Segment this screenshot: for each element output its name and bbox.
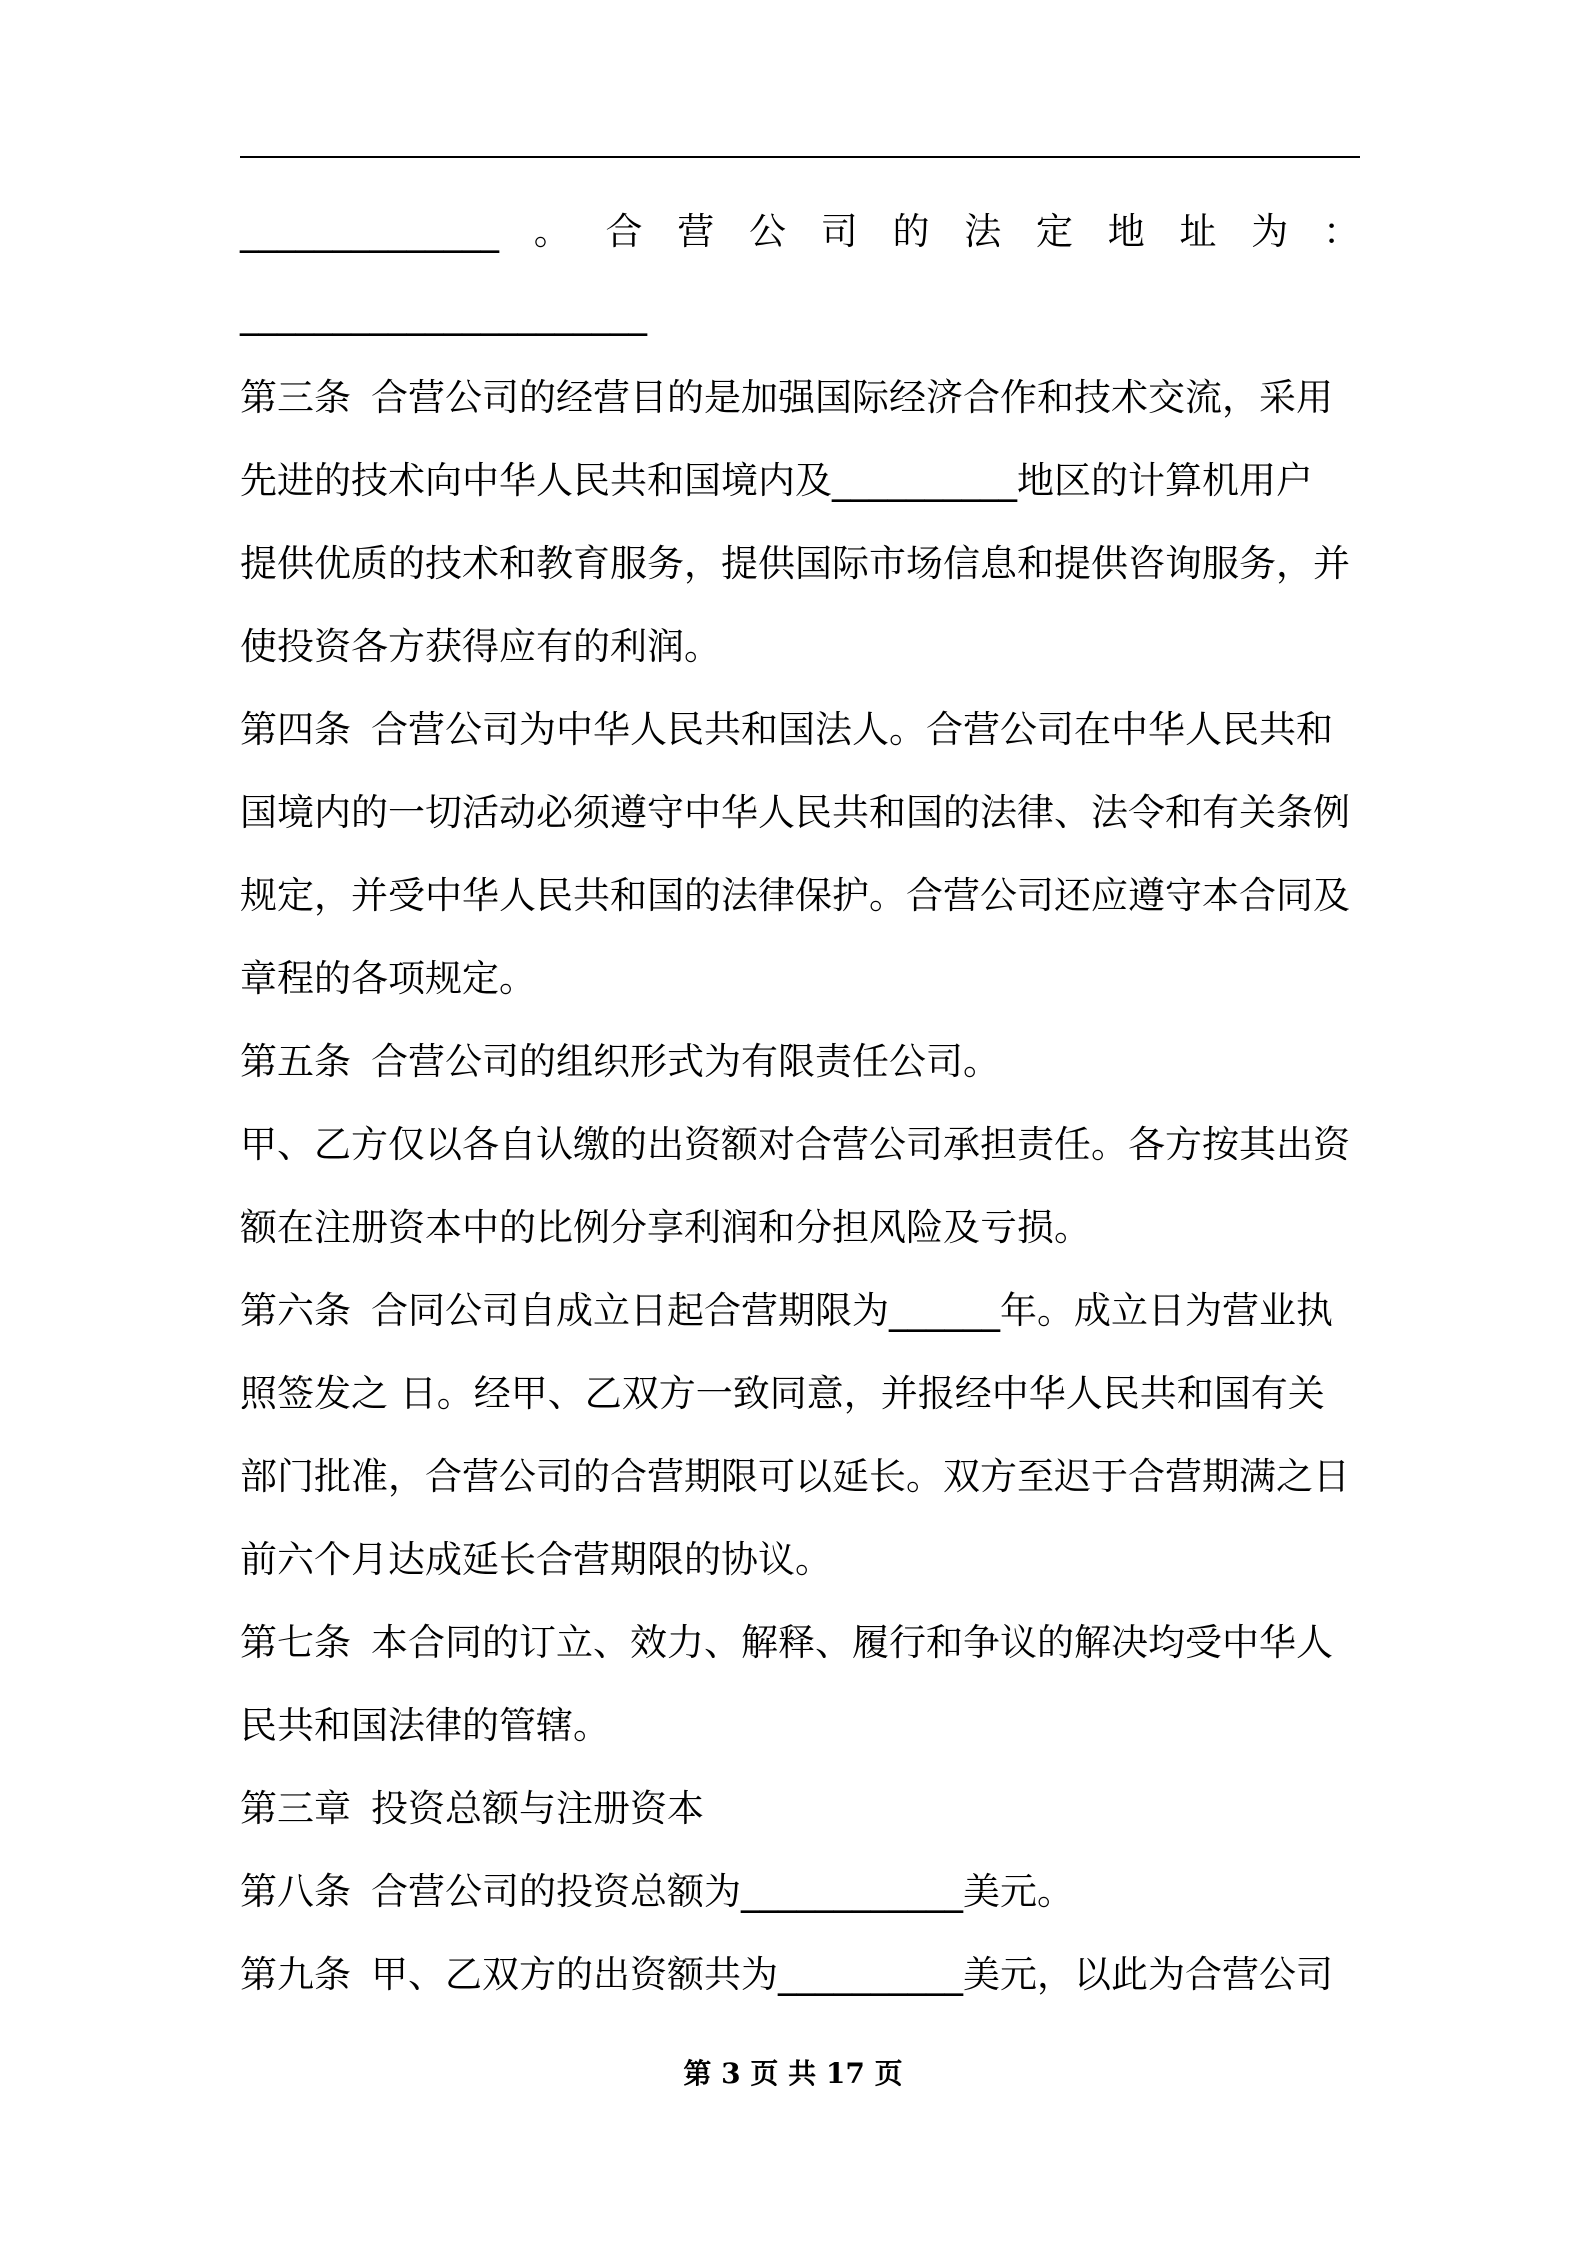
article-4-line bbox=[240, 688, 1360, 771]
article-4-line: 规定，并受中华人民共和国的法律保护。合营公司还应遵守本合同及 bbox=[240, 874, 1350, 917]
article-number: 第五条 bbox=[240, 1040, 351, 1083]
address-char: 定 bbox=[1036, 210, 1073, 253]
article-5-paragraph-line: 额在注册资本中的比例分享利润和分担风险及亏损。 bbox=[240, 1206, 1091, 1249]
article-number: 第九条 bbox=[240, 1953, 351, 1996]
address-blank-line: ______________________ bbox=[240, 293, 647, 336]
article-text: 合营公司为中华人民共和国法人。合营公司在中华人民共和 bbox=[371, 708, 1333, 751]
article-7-line bbox=[240, 1601, 1360, 1684]
article-text: 合营公司的经营目的是加强国际经济合作和技术交流，采用 bbox=[371, 376, 1333, 419]
article-text: 甲、乙双方的出资额共为__________美元，以此为合营公司 bbox=[371, 1953, 1333, 1996]
chapter-number: 第三章 bbox=[240, 1787, 351, 1830]
address-char: 公 bbox=[749, 210, 786, 253]
article-6-line: 前六个月达成延长合营期限的协议。 bbox=[240, 1538, 832, 1581]
article-text: 合营公司的投资总额为____________美元。 bbox=[371, 1870, 1074, 1913]
article-4-line: 章程的各项规定。 bbox=[240, 957, 536, 1000]
article-3-line: 先进的技术向中华人民共和国境内及__________地区的计算机用户 bbox=[240, 459, 1313, 502]
article-6-line bbox=[240, 1269, 1360, 1352]
article-6-line: 照签发之 日。经甲、乙双方一致同意，并报经中华人民共和国有关 bbox=[240, 1372, 1325, 1415]
article-number: 第八条 bbox=[240, 1870, 351, 1913]
article-3-line: 提供优质的技术和教育服务，提供国际市场信息和提供咨询服务，并 bbox=[240, 542, 1350, 585]
address-char: 的 bbox=[892, 210, 930, 253]
article-text: 合同公司自成立日起合营期限为______年。成立日为营业执 bbox=[371, 1289, 1333, 1332]
address-char: 为 bbox=[1251, 210, 1289, 253]
address-char: 。 bbox=[533, 210, 571, 253]
address-char: 法 bbox=[964, 210, 1002, 253]
address-char: 司 bbox=[820, 210, 858, 253]
article-6-line: 部门批准，合营公司的合营期限可以延长。双方至迟于合营期满之日 bbox=[240, 1455, 1350, 1498]
article-number: 第四条 bbox=[240, 708, 351, 751]
article-5-paragraph-line: 甲、乙方仅以各自认缴的出资额对合营公司承担责任。各方按其出资 bbox=[240, 1123, 1350, 1166]
article-text: 本合同的订立、效力、解释、履行和争议的解决均受中华人 bbox=[371, 1621, 1333, 1664]
chapter-title: 投资总额与注册资本 bbox=[371, 1787, 704, 1830]
address-char: 地 bbox=[1107, 210, 1145, 253]
address-blank: ______________ bbox=[240, 210, 499, 253]
address-char: 合 bbox=[605, 210, 643, 253]
address-char: 址 bbox=[1179, 210, 1217, 253]
article-7-line: 民共和国法律的管辖。 bbox=[240, 1704, 610, 1747]
header-rule bbox=[240, 156, 1360, 158]
article-number: 第三条 bbox=[240, 376, 351, 419]
article-number: 第六条 bbox=[240, 1289, 351, 1332]
article-9-line bbox=[240, 1933, 1360, 2016]
document-body bbox=[240, 190, 1360, 2016]
address-char: ： bbox=[1323, 210, 1360, 253]
article-5-line bbox=[240, 1020, 1360, 1103]
article-text: 合营公司的组织形式为有限责任公司。 bbox=[371, 1040, 1000, 1083]
page-footer: 第 3 页 共 17 页 bbox=[683, 2057, 903, 2090]
address-line bbox=[240, 190, 1360, 273]
article-4-line: 国境内的一切活动必须遵守中华人民共和国的法律、法令和有关条例 bbox=[240, 791, 1350, 834]
article-8-line bbox=[240, 1850, 1360, 1933]
article-3-line bbox=[240, 356, 1360, 439]
article-number: 第七条 bbox=[240, 1621, 351, 1664]
article-3-line: 使投资各方获得应有的利润。 bbox=[240, 625, 721, 668]
address-char: 营 bbox=[677, 210, 715, 253]
chapter-3-heading bbox=[240, 1767, 1360, 1850]
